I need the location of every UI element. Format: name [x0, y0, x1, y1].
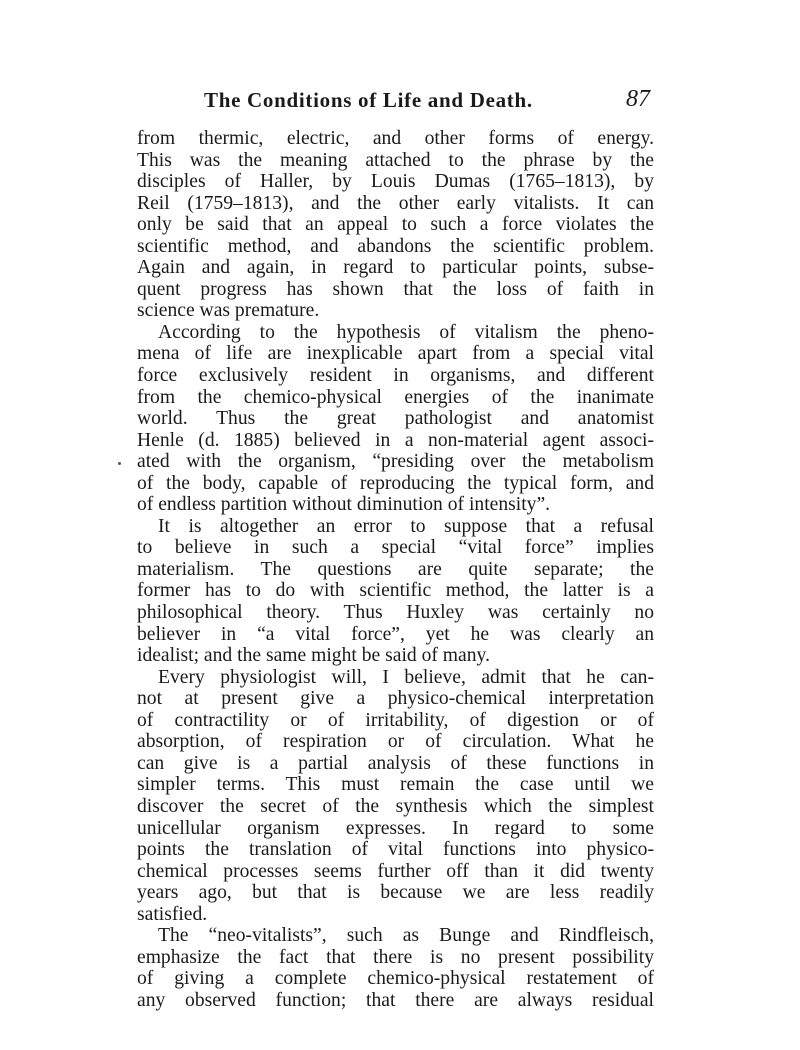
text-line: of the body, capable of reproducing the typical form, and: [137, 472, 654, 494]
text-line: It is altogether an error to suppose that a refusal: [158, 515, 654, 537]
text-line: from the chemico-physical energies of the inanimate: [137, 386, 654, 408]
text-line: idealist; and the same might be said of many.: [137, 645, 490, 667]
text-line: of giving a complete chemico-physical restatement of: [137, 968, 654, 990]
text-line: disciples of Haller, by Louis Dumas (1765–1813), by: [137, 171, 654, 193]
text-line: only be said that an appeal to such a force violates the: [137, 214, 654, 236]
text-line: Every physiologist will, I believe, admit that he can-: [158, 666, 654, 688]
text-line: According to the hypothesis of vitalism the pheno-: [158, 321, 654, 343]
text-line: believer in “a vital force”, yet he was clearly an: [137, 623, 654, 645]
text-line: science was premature.: [137, 300, 320, 322]
text-line: mena of life are inexplicable apart from a special vital: [137, 343, 654, 365]
stray-ink-mark: [118, 462, 121, 465]
text-line: Henle (d. 1885) believed in a non-material agent associ-: [137, 429, 654, 451]
text-line: can give is a partial analysis of these functions in: [137, 752, 654, 774]
text-line: emphasize the fact that there is no present possibility: [137, 946, 654, 968]
text-line: materialism. The questions are quite separate; the: [137, 558, 654, 580]
text-line: absorption, of respiration or of circulation. What he: [137, 731, 654, 753]
text-line: of contractility or of irritability, of digestion or of: [137, 709, 654, 731]
text-line: of endless partition without diminution of intensity”.: [137, 494, 551, 516]
text-line: any observed function; that there are always residual: [137, 989, 654, 1011]
text-line: This was the meaning attached to the phrase by the: [137, 149, 654, 171]
text-line: to believe in such a special “vital force” implies: [137, 537, 654, 559]
text-line: ated with the organism, “presiding over the metabolism: [137, 451, 654, 473]
text-line: The “neo-vitalists”, such as Bunge and Rindfleisch,: [158, 925, 654, 947]
text-line: quent progress has shown that the loss of faith in: [137, 278, 654, 300]
text-line: world. Thus the great pathologist and anatomist: [137, 408, 654, 430]
text-line: chemical processes seems further off than it did twenty: [137, 860, 654, 882]
text-line: years ago, but that is because we are less readily: [137, 882, 654, 904]
text-line: unicellular organism expresses. In regard to some: [137, 817, 654, 839]
text-line: satisfied.: [137, 903, 208, 925]
text-line: discover the secret of the synthesis which the simplest: [137, 795, 654, 817]
text-line: philosophical theory. Thus Huxley was certainly no: [137, 602, 654, 624]
text-line: former has to do with scientific method, the latter is a: [137, 580, 654, 602]
text-line: scientific method, and abandons the scientific problem.: [137, 235, 654, 257]
text-line: simpler terms. This must remain the case until we: [137, 774, 654, 796]
text-line: points the translation of vital functions into physico-: [137, 839, 654, 861]
page-number: 87: [626, 86, 650, 112]
text-line: force exclusively resident in organisms, and different: [137, 365, 654, 387]
text-line: from thermic, electric, and other forms of energy.: [137, 128, 654, 149]
text-line: Again and again, in regard to particular points, subse-: [137, 257, 654, 279]
text-line: Reil (1759–1813), and the other early vitalists. It can: [137, 192, 654, 214]
running-head: [136, 86, 656, 120]
body-text: [137, 128, 654, 1011]
running-title: The Conditions of Life and Death.: [204, 88, 533, 112]
text-line: not at present give a physico-chemical interpretation: [137, 688, 654, 710]
